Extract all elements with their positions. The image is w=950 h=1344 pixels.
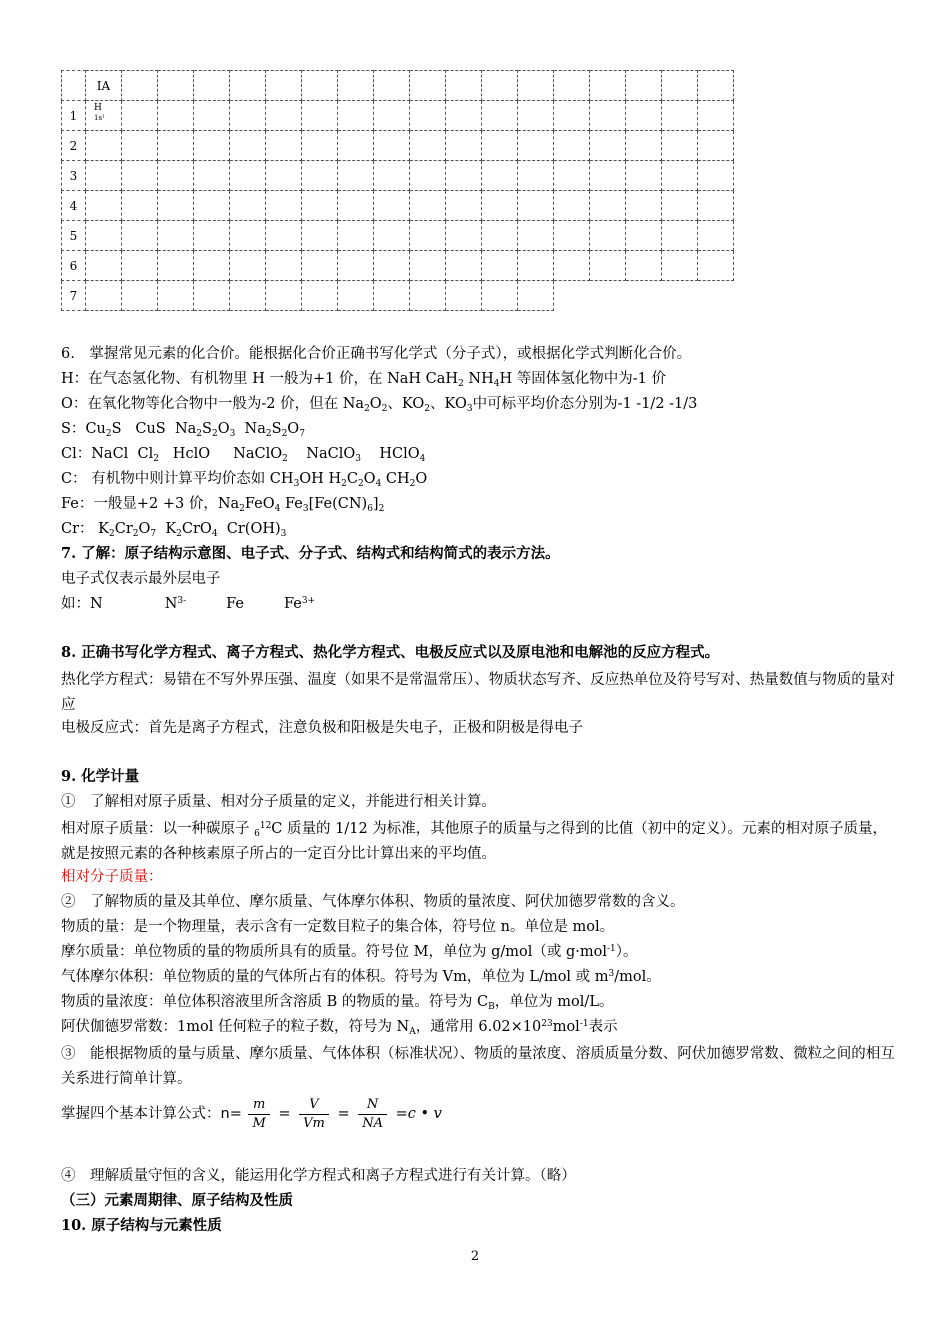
fraction-m-over-M: $\frac{m}{M}$	[248, 1096, 269, 1133]
s7-line1: 电子式仅表示最外层电子	[61, 571, 221, 587]
period-label: 4	[62, 191, 86, 221]
s9-gas-molar-volume: 气体摩尔体积：单位物质的量的气体所占有的体积。符号为 Vm，单位为 L/mol 或 $m^3$/mol。	[61, 969, 661, 985]
s9-item3: ③ 能根据物质的量与质量、摩尔质量、气体体积（标准状况）、物质的量浓度、溶质质量分数、阿伏加德罗常数、微粒之间的相互关系进行简单计算。	[61, 1046, 895, 1087]
s9-relative-atomic-mass: 相对原子质量：以一种碳原子 $_6^{12}$C 质量的 1/12 为标准，其他原子的质量与之得到的比值（初中的定义）。元素的相对原子质量，就是按照元素的各种核素原子所占的一定百分比计算出来的平均值。	[61, 821, 888, 862]
s6-chlorine-line: Cl：NaCl $Cl_2$ HclO NaClO$_2$ NaClO$_3$ HClO$_4$	[61, 446, 426, 464]
fraction-N-over-NA: $\frac{N}{NA}$	[358, 1096, 387, 1133]
s8-heading: 8. 正确书写化学方程式、离子方程式、热化学方程式、电极反应式以及原电池和电解池的反应方程式。	[61, 644, 720, 661]
s9-formula: 掌握四个基本计算公式：n= $\frac{m}{M}$ = $\frac{V}{Vm}$ = $\frac{N}{NA}$ =c • v	[61, 1096, 442, 1131]
s9-heading: 9. 化学计量	[61, 768, 140, 785]
period-label: 1	[62, 101, 86, 131]
s7-examples: 如：N $N^{3-}$ Fe $Fe^{3+}$	[61, 596, 316, 612]
s9-item2: ② 了解物质的量及其单位、摩尔质量、气体摩尔体积、物质的量浓度、阿伏加德罗常数的含义。	[61, 894, 685, 910]
period-label: 5	[62, 221, 86, 251]
s9-molar-mass: 摩尔质量：单位物质的量的物质所具有的质量。符号位 M，单位为 g/mol（或 g·mol$^{-1}$）。	[61, 944, 638, 960]
hydrogen-cell	[86, 101, 122, 131]
s10-heading: 10. 原子结构与元素性质	[61, 1217, 222, 1234]
s8-thermo-line: 热化学方程式：易错在不写外界压强、温度（如果不是常温常压）、物质状态写齐、反应热单位及符号写对、热量数值与物质的量对应	[61, 672, 895, 713]
period-label: 3	[62, 161, 86, 191]
s9-avogadro: 阿伏伽德罗常数：1mol 任何粒子的粒子数，符号为 $N_A$，通常用 $6.02\times 10^{23}mol^{-1}$表示	[61, 1019, 618, 1037]
s6-iron-line: Fe：一般显+2 +3 价，$Na_2FeO_4$ $Fe_3[Fe(CN)_6]_2$	[61, 496, 385, 514]
s9-amount: 物质的量：是一个物理量，表示含有一定数目粒子的集合体，符号位 n。单位是 mol。	[61, 919, 615, 935]
group-ia-label: ⅠA	[86, 71, 122, 101]
part-three-heading: （三）元素周期律、原子结构及性质	[61, 1192, 293, 1209]
s6-sulfur-line: S：$Cu_2S$ CuS $Na_2S_2O_3$ $Na_2S_2O_7$	[61, 421, 305, 439]
hydrogen-symbol: H	[94, 103, 102, 113]
fraction-V-over-Vm: $\frac{V}{Vm}$	[299, 1096, 329, 1133]
periodic-table-grid	[61, 70, 734, 311]
page-number: 2	[470, 1249, 480, 1264]
period-label: 6	[62, 251, 86, 281]
s9-item4: ④ 理解质量守恒的含义，能运用化学方程式和离子方程式进行有关计算。（略）	[61, 1168, 576, 1184]
s6-heading: 6. 掌握常见元素的化合价。能根据化合价正确书写化学式（分子式），或根据化学式判断化合价。	[61, 346, 692, 362]
s6-chromium-line: Cr： $K_2Cr_2O_7$ $K_2CrO_4$ $Cr(OH)_3$	[61, 521, 287, 539]
s9-item1: ① 了解相对原子质量、相对分子质量的定义，并能进行相关计算。	[61, 794, 496, 810]
s8-electrode-line: 电极反应式：首先是离子方程式，注意负极和阳极是失电子，正极和阴极是得电子	[61, 720, 583, 736]
s6-oxygen-line: O：在氧化物等化合物中一般为-2 价，但在 $Na_2O_2$、$KO_2$、$KO_3$中可标平均价态分别为-1 -1/2 -1/3	[61, 396, 698, 414]
period-label: 7	[62, 281, 86, 311]
period-label: 2	[62, 131, 86, 161]
hydrogen-config: 1s¹	[94, 114, 105, 122]
s6-carbon-line: C： 有机物中则计算平均价态如 $CH_3OH$ $H_2C_2O_4$ $CH_2O$	[61, 471, 428, 489]
s7-heading: 7. 了解：原子结构示意图、电子式、分子式、结构式和结构简式的表示方法。	[61, 545, 560, 562]
s9-relative-molecular-mass: 相对分子质量：	[61, 869, 163, 885]
s9-concentration: 物质的量浓度：单位体积溶液里所含溶质 B 的物质的量。符号为 $C_B$，单位为 mol/L。	[61, 994, 614, 1012]
s6-hydrogen-line: H：在气态氢化物、有机物里 H 一般为+1 价，在 NaH CaH$_2$ $NH_4H$ 等固体氢化物中为-1 价	[61, 371, 666, 389]
